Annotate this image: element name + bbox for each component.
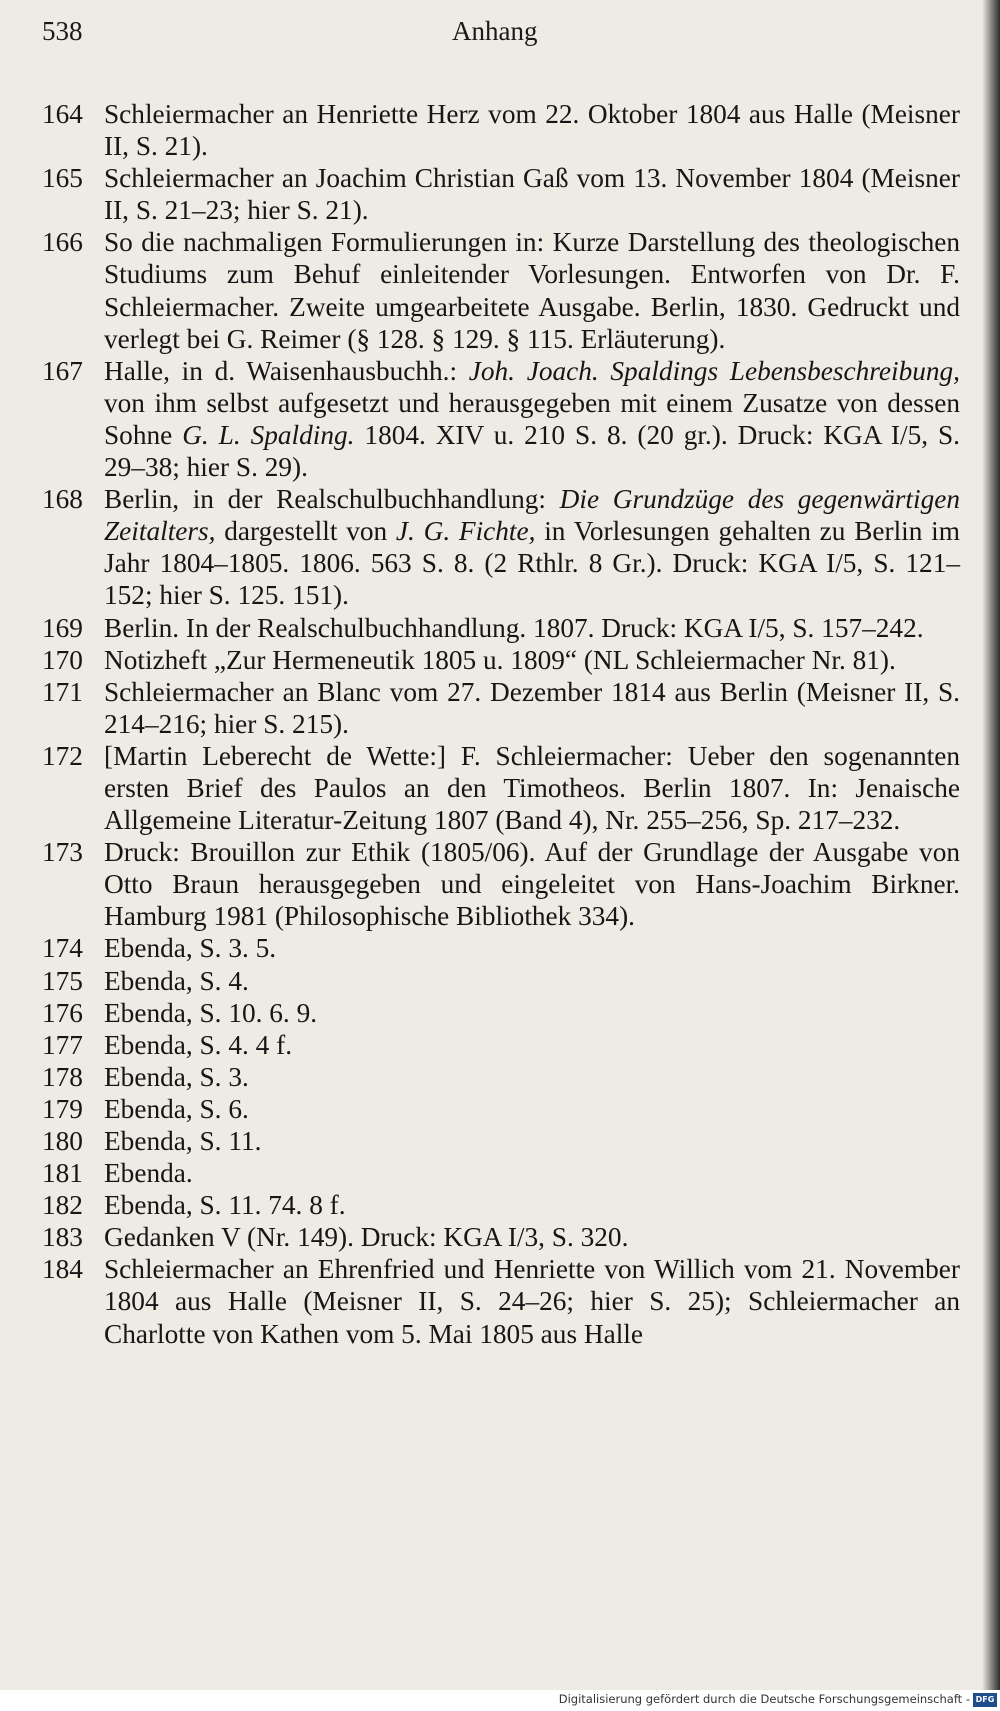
endnote-text [104, 965, 960, 997]
endnote [42, 740, 960, 836]
endnote [42, 98, 960, 162]
italic-title: Die Grundzüge des gegenwärtigen Zeitalters, [104, 484, 960, 547]
endnote [42, 932, 960, 964]
text-run: Schleiermacher an Blanc vom 27. Dezember 1814 aus Berlin (Meisner II, S. 214–216; hier S. 215). [104, 676, 960, 739]
endnote-number: 181 [42, 1158, 83, 1189]
italic-title: Joh. Joach. Spaldings Lebensbeschreibung, [468, 355, 960, 386]
endnote [42, 1157, 960, 1189]
text-run: von ihm selbst aufgesetzt und herausgegeben mit einem Zusatze von dessen Sohne [104, 387, 960, 450]
text-run: Ebenda, S. 3. [104, 1061, 249, 1092]
text-run: Berlin. In der Realschulbuchhandlung. 1807. Druck: KGA I/5, S. 157–242. [104, 612, 924, 643]
endnote-text [104, 1061, 960, 1093]
endnote [42, 162, 960, 226]
text-run: Schleiermacher an Ehrenfried und Henriette von Willich vom 21. November 1804 aus Halle (Meisner II, S. 24–26; hier S. 25); Schleiermacher an Charlotte von Kathen vom 5. Mai 1805 aus Halle [104, 1254, 960, 1349]
endnote-text [104, 1093, 960, 1125]
text-run: Berlin, in der Realschulbuchhandlung: [104, 484, 560, 515]
endnote-number: 172 [42, 740, 83, 771]
endnote-number: 170 [42, 644, 83, 675]
text-run: Ebenda, S. 4. 4 f. [104, 1029, 293, 1060]
funding-notice: Digitalisierung gefördert durch die Deutsche Forschungsgemeinschaft - [558, 1692, 970, 1706]
endnote-number: 173 [42, 837, 83, 868]
endnote-text [104, 1253, 960, 1349]
page-edge-shadow [982, 0, 1000, 1690]
endnote-number: 169 [42, 612, 83, 643]
endnote [42, 1253, 960, 1349]
endnote [42, 612, 960, 644]
digitization-footer [0, 1690, 1000, 1711]
text-run: dargestellt von [215, 516, 396, 547]
text-run: Halle, in d. Waisenhausbuchh.: [104, 355, 469, 386]
endnote-text [104, 1157, 960, 1189]
endnote [42, 676, 960, 740]
text-run: Notizheft „Zur Hermeneutik 1805 u. 1809“ (NL Schleiermacher Nr. 81). [104, 644, 896, 675]
endnote [42, 1125, 960, 1157]
endnote-text [104, 226, 960, 354]
text-run: Ebenda, S. 3. 5. [104, 933, 277, 964]
endnote-number: 179 [42, 1093, 83, 1124]
endnote-number: 183 [42, 1222, 83, 1253]
endnote [42, 1189, 960, 1221]
endnote-number: 184 [42, 1254, 83, 1285]
text-run: [Martin Leberecht de Wette:] F. Schleiermacher: Ueber den sogenannten ersten Brief des Paulos an den Timotheos. Berlin 1807. In: Jenaische Allgemeine Literatur-Zeitung 1807 (Band 4), Nr. 255–256, Sp. 217–232. [104, 740, 960, 836]
endnote [42, 1029, 960, 1061]
endnote-number: 168 [42, 484, 83, 515]
endnote-number: 166 [42, 227, 83, 258]
endnote-number: 175 [42, 965, 83, 996]
endnote-text [104, 1125, 960, 1157]
endnote [42, 965, 960, 997]
text-run: Schleiermacher an Joachim Christian Gaß vom 13. November 1804 (Meisner II, S. 21–23; hier S. 21). [104, 163, 960, 226]
endnote-number: 176 [42, 997, 83, 1028]
endnote-number: 180 [42, 1126, 83, 1156]
italic-title: G. L. Spalding. [182, 419, 355, 450]
endnote-text [104, 676, 960, 740]
endnote [42, 1093, 960, 1125]
endnote-number: 174 [42, 933, 83, 964]
text-run: 1804. XIV u. 210 S. 8. (20 gr.). Druck: KGA I/5, S. 29–38; hier S. 29). [104, 419, 960, 483]
endnote-text [104, 162, 960, 226]
endnote [42, 355, 960, 483]
running-head: Anhang [452, 16, 538, 46]
endnote-number: 164 [42, 99, 83, 129]
endnote-text [104, 836, 960, 932]
endnote-text [104, 612, 960, 644]
endnote [42, 1061, 960, 1093]
endnote [42, 226, 960, 354]
text-run: Ebenda, S. 11. 74. 8 f. [104, 1190, 346, 1221]
dfg-logo: DFG [973, 1693, 997, 1707]
text-run: So die nachmaligen Formulierungen in: Kurze Darstellung des theologischen Studiums zum Behuf einleitender Vorlesungen. Entworfen von Dr. F. Schleiermacher. Zweite umgearbeitete Ausgabe. Berlin, 1830. Gedruckt und verlegt bei G. Reimer (§ 128. § 129. § 115. Erläuterung). [104, 227, 960, 354]
endnote-text [104, 932, 960, 964]
text-run: Schleiermacher an Henriette Herz vom 22. Oktober 1804 aus Halle (Meisner II, S. 21). [104, 99, 960, 162]
endnote-number: 177 [42, 1029, 83, 1060]
endnote-text [104, 644, 960, 676]
endnote [42, 644, 960, 676]
endnote-text [104, 355, 960, 483]
endnote [42, 836, 960, 932]
endnote-number: 182 [42, 1190, 83, 1221]
endnote [42, 997, 960, 1029]
endnote-text [104, 1189, 960, 1221]
text-run: in Vorlesungen gehalten zu Berlin im Jahr 1804–1805. 1806. 563 S. 8. (2 Rthlr. 8 Gr.). Druck: KGA I/5, S. 121–152; hier S. 125. 151). [104, 516, 960, 611]
endnote-text [104, 740, 960, 836]
italic-title: J. G. Fichte, [395, 516, 536, 547]
text-run: Ebenda, S. 11. [104, 1126, 262, 1156]
endnote-number: 165 [42, 163, 83, 194]
endnote-text [104, 997, 960, 1029]
endnote-number: 178 [42, 1061, 83, 1092]
text-run: Ebenda, S. 4. [104, 965, 249, 996]
endnote-text [104, 483, 960, 611]
endnote-text [104, 1221, 960, 1253]
endnote-text [104, 98, 960, 162]
text-run: Ebenda, S. 6. [104, 1093, 249, 1124]
endnote-number: 171 [42, 676, 83, 707]
endnote-number: 167 [42, 355, 83, 386]
endnote [42, 1221, 960, 1253]
text-run: Druck: Brouillon zur Ethik (1805/06). Auf der Grundlage der Ausgabe von Otto Braun herausgegeben und eingeleitet von Hans-Joachim Birkner. Hamburg 1981 (Philosophische Bibliothek 334). [104, 837, 960, 932]
page-number: 538 [42, 16, 83, 46]
endnotes-list [42, 98, 960, 1350]
text-run: Ebenda. [104, 1158, 193, 1189]
text-run: Ebenda, S. 10. 6. 9. [104, 997, 318, 1028]
endnote [42, 483, 960, 611]
text-run: Gedanken V (Nr. 149). Druck: KGA I/3, S. 320. [104, 1222, 629, 1253]
endnote-text [104, 1029, 960, 1061]
page-header [0, 16, 1000, 56]
